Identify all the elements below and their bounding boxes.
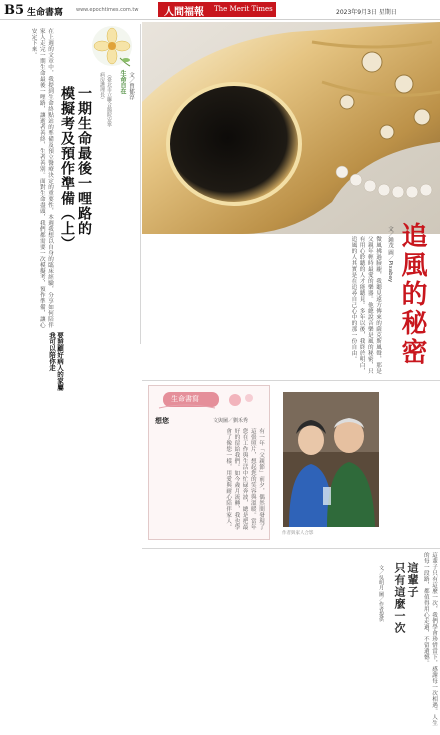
bottom-article-body: 這輩子只有這麼一次，我們學會珍惜當下，感謝每一次相遇。人生的每一段路，都值得用心走過，不留遺憾。 (422, 552, 437, 726)
bottom-left-body (146, 552, 372, 730)
header-url[interactable]: www.epochtimes.com.tw (76, 7, 139, 13)
bottom-title-line-1: 這輩子 (406, 562, 419, 598)
poem-tag: 生命書寫 (171, 395, 199, 403)
right-side-column (384, 388, 438, 538)
section-divider-1 (142, 380, 440, 381)
left-article-lead (4, 28, 54, 328)
logo-english: The Merit Times (214, 5, 273, 13)
left-article-body: 在上週的文章中，我提到生命終點站的準備及預立醫療決定的重要性，本週我想以自身的臨床經驗，分享如何陪伴家人走完一期生命最後一哩路，讓逝者善終、生者善別。面對生命盡頭，我們都需要一次模擬考，預作準備，讓心安定下來。 (30, 28, 53, 328)
author-bio: （臺北市立聯合醫院安寧病房護理長） (99, 72, 112, 127)
couple-photo (283, 392, 379, 527)
bottom-right-column (410, 552, 438, 730)
poem-title: 想您 (155, 417, 169, 425)
right-article-title: 追風的秘密 (397, 222, 427, 367)
left-subhead-1: 要照顧好病人的家屬 (56, 332, 64, 391)
column-divider (140, 24, 141, 344)
left-subhead-2: 我可以陪你走 (48, 332, 56, 371)
flower-illustration (90, 24, 134, 68)
right-article-body: 微風拂過臉龐，我聽見遠方傳來的薩克斯風聲，那是父親年輕時最愛的樂器。他總說音樂是風的秘密，只有用心聆聽的人才能聽見。多年以後，我終於明白，追風的人其實是在追尋自己心中的那一份自由。 (350, 236, 381, 374)
saxophone-photo (142, 22, 440, 234)
left-title-line-1: 一期生命最後一哩路的 (76, 86, 92, 236)
left-body-column-b (64, 330, 140, 730)
left-article-title (58, 86, 92, 316)
left-title-line-2: 模擬考及預作準備（上） (59, 86, 75, 251)
bottom-article-byline: 文／吳明月 圖／作者提供 (378, 565, 384, 622)
left-body-column-a (4, 330, 44, 730)
page-header (0, 0, 440, 20)
poem-box (148, 385, 270, 540)
logo-chinese: 人間福報 (164, 7, 204, 18)
photo-caption: 作者與家人合影 (282, 531, 314, 536)
column-name: 生命自在 (119, 70, 126, 94)
bottom-title-line-2: 只有這麼一次 (393, 562, 406, 634)
section-name: 生命書寫 (27, 8, 64, 18)
masthead-logo (158, 2, 276, 17)
right-article-body-top (146, 236, 382, 378)
section-divider-2 (142, 548, 440, 549)
page-number: B5 (4, 3, 25, 18)
poem-author: 文與圖／劉禾秀 (213, 418, 249, 424)
poem-body: 有一年「父親節」前夕，偶然間發現了這張照片，想起您的笑容與溫暖。當年您在工作與生活中忙碌奔波，總是把最好的留給我們。如今歲月流轉，我也學會了像您一樣，用愛與耐心陪伴家人。 (225, 428, 264, 530)
issue-date: 2023年9月3日 星期日 (336, 9, 397, 16)
right-article-byline: 文／鍾茂 圖／Pixabay (387, 226, 393, 283)
poem-body-block (153, 428, 265, 534)
left-article-byline: 文／曾郁淳 (128, 72, 134, 100)
